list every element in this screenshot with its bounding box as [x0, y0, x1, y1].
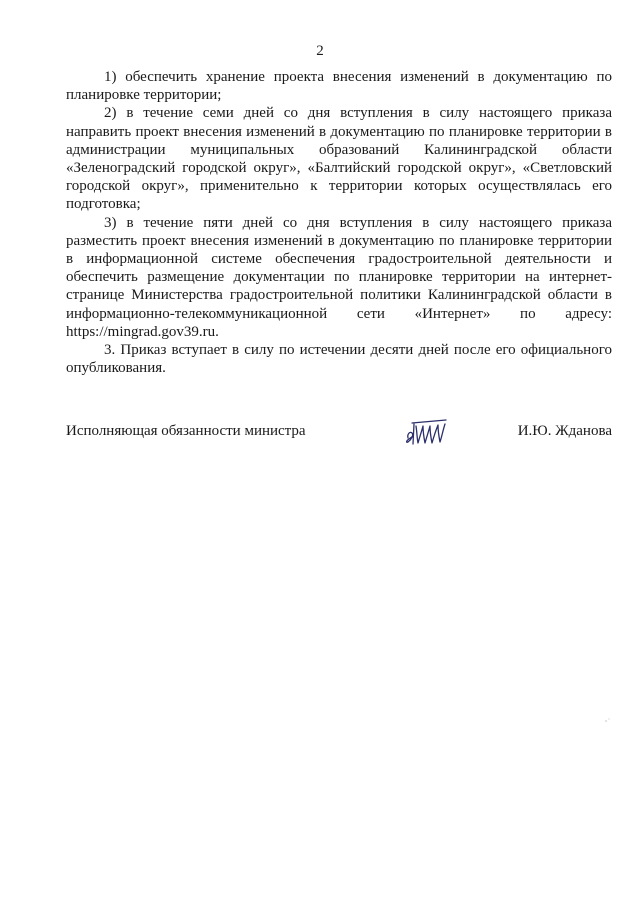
signatory-title: Исполняющая обязанности министра [66, 423, 306, 439]
document-body [66, 68, 612, 377]
scan-specks [604, 716, 612, 724]
handwritten-signature [402, 414, 454, 448]
page-number: 2 [316, 43, 324, 59]
signature-block [66, 414, 612, 454]
paragraph-item-2: 2) в течение семи дней со дня вступления в силу настоящего приказа направить проект внесения изменений в документацию по планировке территории в администрации муниципальных образований Калининградской области «Зеленоградский городской округ», «Балтийский городской округ», «Светловский городской округ», применительно к территории которых осуществлялась его подготовка; [66, 105, 612, 213]
paragraph-item-3: 3) в течение пяти дней со дня вступления в силу настоящего приказа разместить проект внесения изменений в документацию по планировке территории в информационной системе обеспечения градостроительной деятельности и обеспечить размещение документации по планировке территории на интернет-странице Министерства градостроительной политики Калининградской области в информационно-телекоммуникационной сети «Интернет» по адресу: https://mingrad.gov39.ru. [66, 214, 612, 340]
paragraph-item-1: 1) обеспечить хранение проекта внесения изменений в документацию по планировке территории; [66, 69, 612, 104]
paragraph-clause-3: 3. Приказ вступает в силу по истечении десяти дней после его официального опубликования. [66, 342, 612, 377]
signatory-name: И.Ю. Жданова [517, 423, 612, 439]
